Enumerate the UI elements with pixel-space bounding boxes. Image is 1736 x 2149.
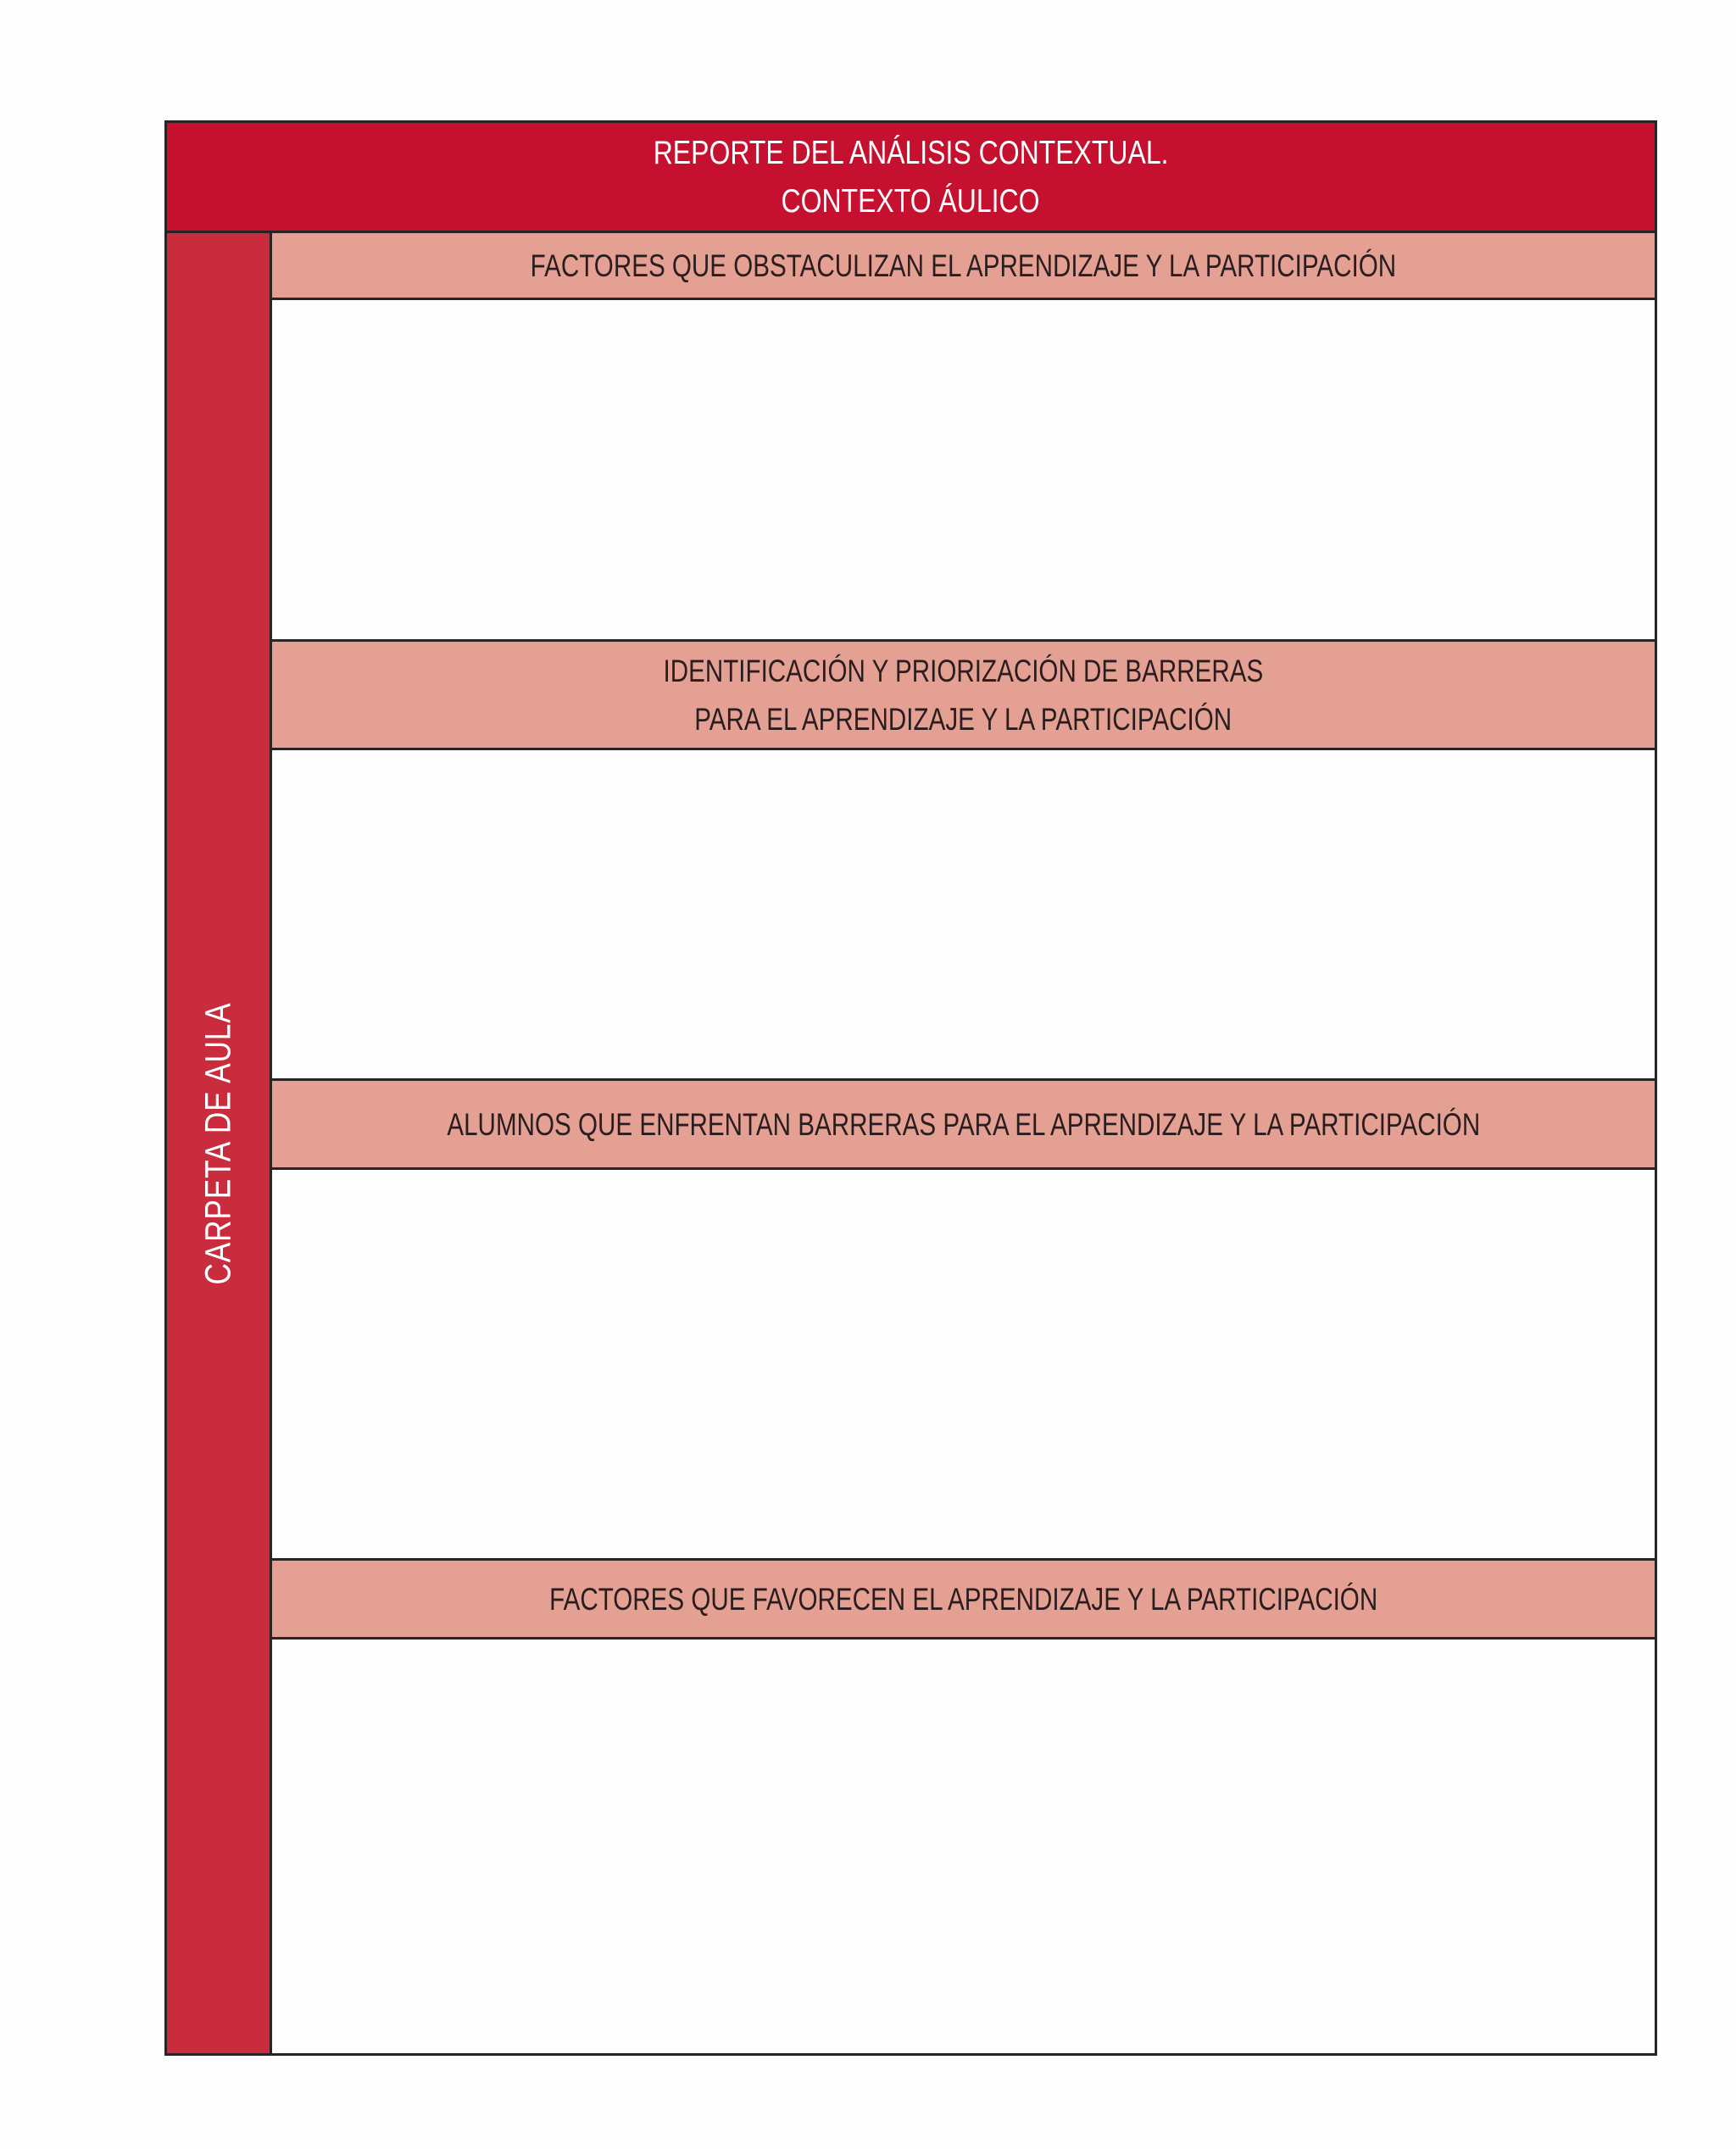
section-heading-text: FACTORES QUE FAVORECEN EL APRENDIZAJE Y LA PARTICIPACIÓN bbox=[548, 1581, 1378, 1617]
section-heading-text-line-1: IDENTIFICACIÓN Y PRIORIZACIÓN DE BARRERAS bbox=[663, 653, 1264, 688]
section-heading-obstacle-factors bbox=[272, 233, 1655, 300]
section-content-favoring-factors[interactable] bbox=[272, 1640, 1655, 2053]
contextual-analysis-report-table bbox=[164, 120, 1657, 2056]
report-title-header bbox=[167, 123, 1655, 233]
side-label-column bbox=[167, 233, 272, 2053]
section-heading-students-facing-barriers bbox=[272, 1078, 1655, 1170]
section-content-obstacle-factors[interactable] bbox=[272, 300, 1655, 639]
section-heading-text: ALUMNOS QUE ENFRENTAN BARRERAS PARA EL APRENDIZAJE Y LA PARTICIPACIÓN bbox=[447, 1106, 1480, 1142]
section-content-barrier-identification[interactable] bbox=[272, 750, 1655, 1078]
report-title-line-2: CONTEXTO ÁULICO bbox=[781, 182, 1041, 220]
section-heading-text-line-2: PARA EL APRENDIZAJE Y LA PARTICIPACIÓN bbox=[694, 701, 1232, 737]
section-heading-favoring-factors bbox=[272, 1558, 1655, 1640]
report-title-line-1: REPORTE DEL ANÁLISIS CONTEXTUAL. bbox=[653, 134, 1169, 171]
side-label-carpeta-de-aula: CARPETA DE AULA bbox=[198, 1001, 238, 1285]
section-heading-barrier-identification bbox=[272, 639, 1655, 750]
section-content-students-facing-barriers[interactable] bbox=[272, 1170, 1655, 1558]
section-heading-text: FACTORES QUE OBSTACULIZAN EL APRENDIZAJE Y LA PARTICIPACIÓN bbox=[530, 248, 1397, 283]
